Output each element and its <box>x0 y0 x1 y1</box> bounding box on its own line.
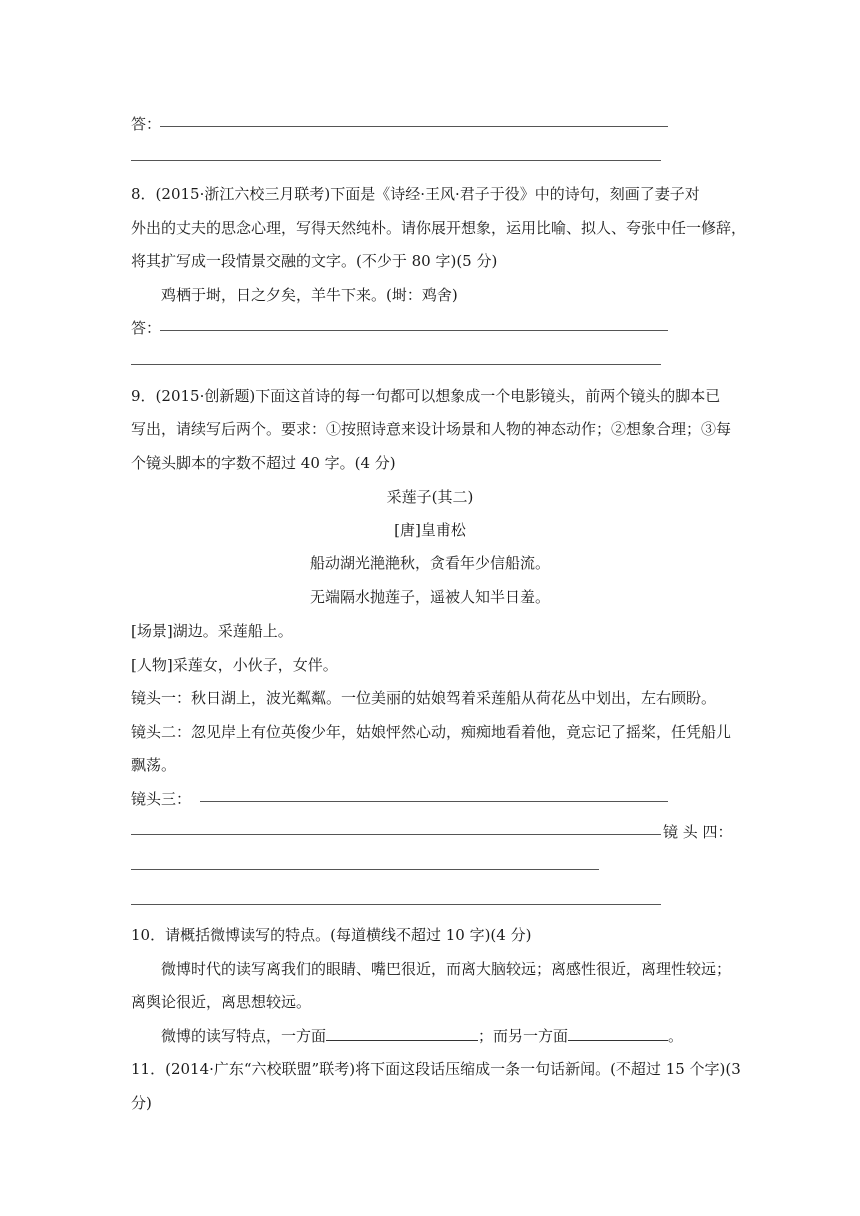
fill-middle: ；而另一方面 <box>478 1027 569 1045</box>
answer-line[interactable] <box>131 364 661 365</box>
q8-text-line: 将其扩写成一段情景交融的文字。(不少于 80 字)(5 分) <box>131 252 498 270</box>
q11-text-line: 分) <box>131 1094 152 1112</box>
fill-blank-2[interactable] <box>568 1026 668 1041</box>
shot4-label: 镜 头 四： <box>663 823 733 841</box>
q8-poem: 鸡栖于埘，日之夕矣，羊牛下来。(埘：鸡舍) <box>161 286 458 304</box>
answer-line[interactable] <box>131 160 661 161</box>
answer-line[interactable] <box>131 834 661 835</box>
q9-text-line: 个镜头脚本的字数不超过 40 字。(4 分) <box>131 454 396 472</box>
answer-line[interactable] <box>160 126 668 127</box>
shot3-label: 镜头三： <box>131 790 192 808</box>
characters-text: [人物]采莲女，小伙子，女伴。 <box>131 656 338 674</box>
q10-paragraph: 离舆论很近，离思想较远。 <box>131 993 312 1011</box>
fill-prefix: 微博的读写特点，一方面 <box>161 1027 327 1045</box>
q10-paragraph: 微博时代的读写离我们的眼睛、嘴巴很近，而离大脑较远；离感性很近，离理性较远； <box>161 960 732 978</box>
poem-author: [唐]皇甫松 <box>394 521 466 539</box>
q9-text-line: 9．(2015·创新题)下面这首诗的每一句都可以想象成一个电影镜头，前两个镜头的脚本已 <box>131 387 721 405</box>
poem-title: 采莲子(其二) <box>386 488 474 506</box>
answer-label: 答： <box>131 115 162 133</box>
poem-line: 船动湖光滟滟秋，贪看年少信船流。 <box>309 554 550 572</box>
poem-line: 无端隔水抛莲子，遥被人知半日羞。 <box>309 588 550 606</box>
answer-line[interactable] <box>131 904 661 905</box>
q11-text-line: 11．(2014·广东“六校联盟”联考)将下面这段话压缩成一条一句话新闻。(不超过 15 个字)(3 <box>131 1060 741 1078</box>
shot2-text: 飘荡。 <box>131 756 177 774</box>
answer-line[interactable] <box>200 801 668 802</box>
q10-text-line: 10．请概括微博读写的特点。(每道横线不超过 10 字)(4 分) <box>131 926 532 944</box>
scene-text: [场景]湖边。采莲船上。 <box>131 622 293 640</box>
shot2-text: 镜头二：忽见岸上有位英俊少年，姑娘怦然心动，痴痴地看着他，竟忘记了摇桨，任凭船儿 <box>131 723 732 741</box>
fill-end: 。 <box>668 1027 684 1045</box>
q8-text-line: 外出的丈夫的思念心理，写得天然纯朴。请你展开想象，运用比喻、拟人、夸张中任一修辞， <box>131 219 747 237</box>
answer-label: 答： <box>131 319 162 337</box>
answer-line[interactable] <box>131 869 599 870</box>
shot1-text: 镜头一：秋日湖上，波光粼粼。一位美丽的姑娘驾着采莲船从荷花丛中划出，左右顾盼。 <box>131 689 717 707</box>
q8-text-line: 8．(2015·浙江六校三月联考)下面是《诗经·王风·君子于役》中的诗句，刻画了妻子对 <box>131 185 700 203</box>
q10-fill-sentence <box>161 1026 683 1046</box>
answer-line[interactable] <box>160 330 668 331</box>
fill-blank-1[interactable] <box>326 1026 478 1041</box>
q9-text-line: 写出，请续写后两个。要求：①按照诗意来设计场景和人物的神态动作；②想象合理；③每 <box>131 420 732 438</box>
